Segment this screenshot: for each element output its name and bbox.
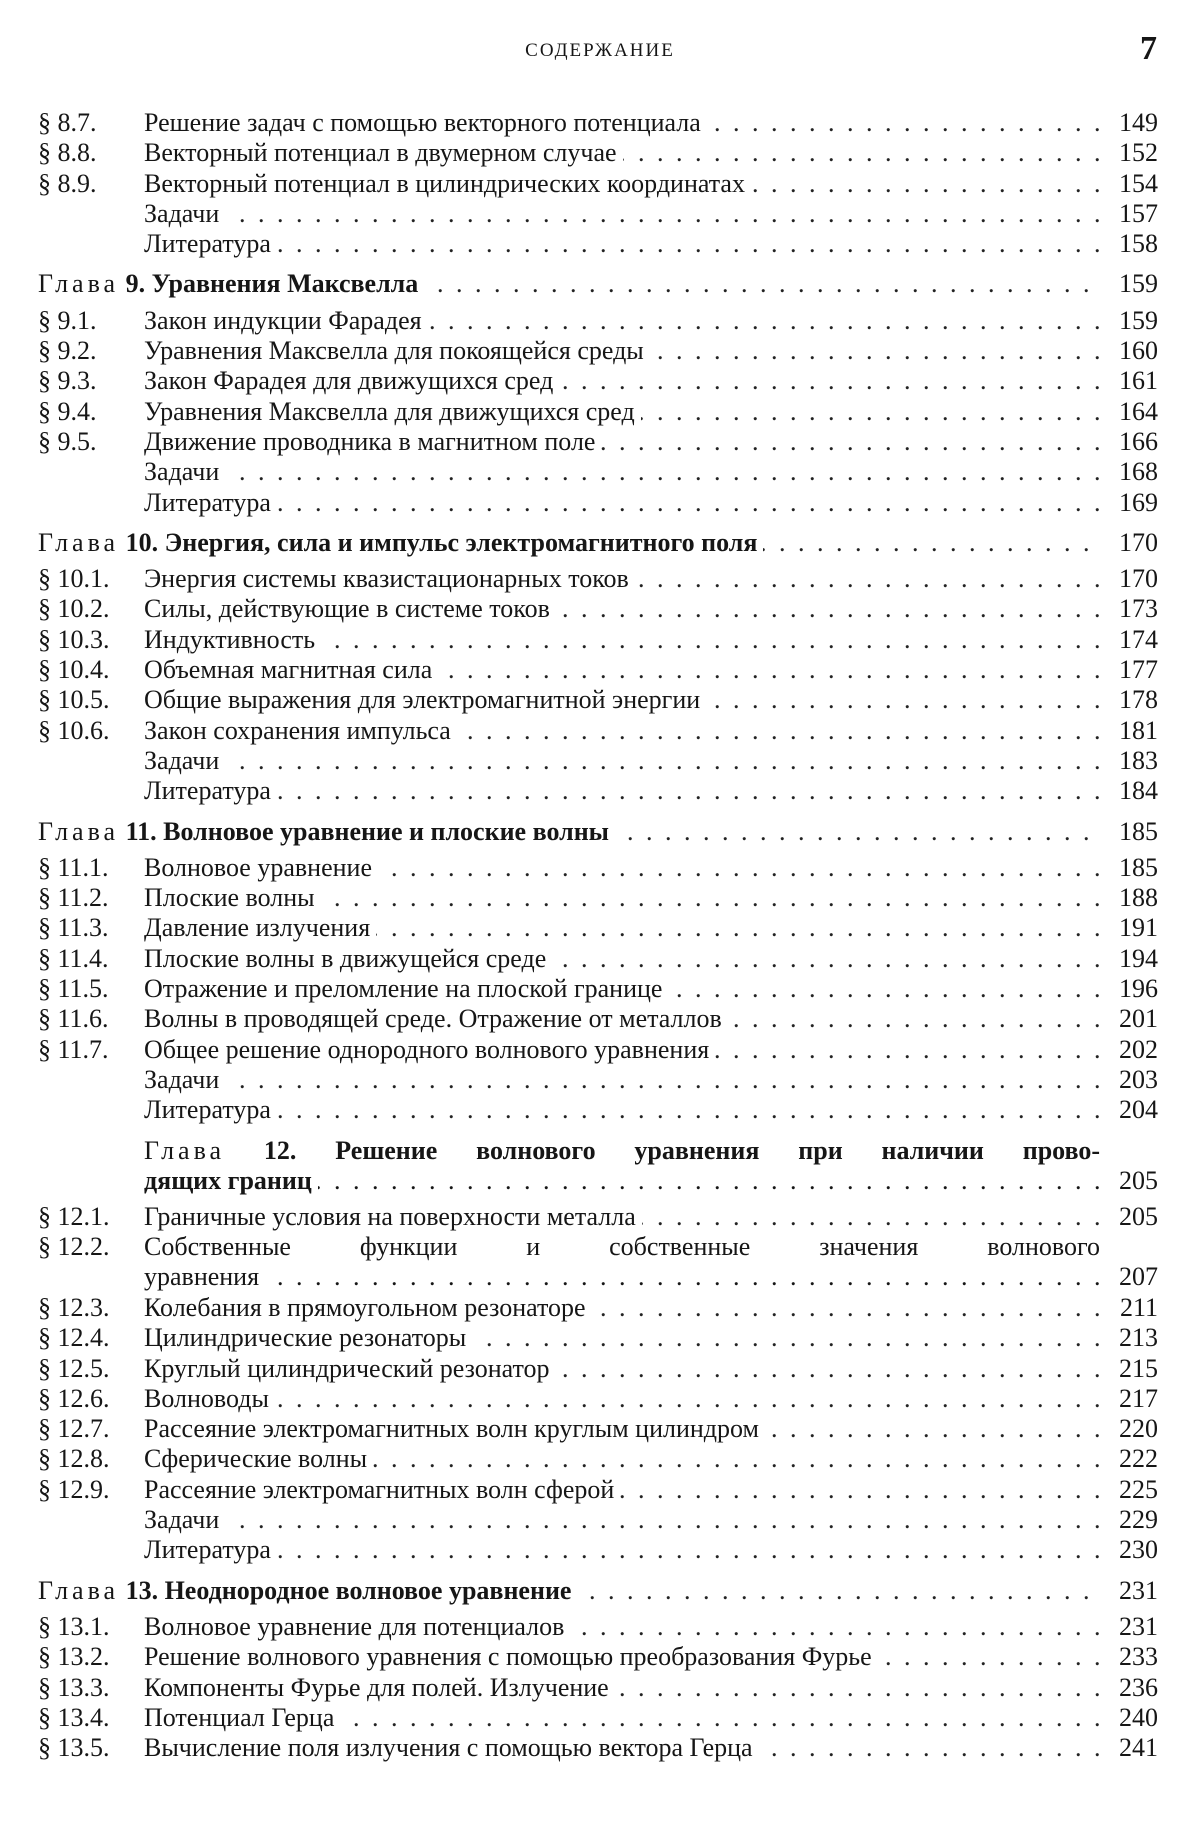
entry-title: Уравнения Максвелла для покоящейся среды . . . — [144, 336, 1100, 366]
toc-entry — [38, 1612, 1158, 1642]
entry-title: Давление излучения . . . — [144, 913, 1100, 943]
chapter-title-line2: дящих границ . . . — [144, 1166, 1100, 1196]
page-ref: 233 — [1119, 1642, 1158, 1672]
entry-title: Общие выражения для электромагнитной энергии . . . — [144, 685, 1100, 715]
chapter-number: 12. — [263, 1135, 297, 1165]
page-ref: 201 — [1119, 1004, 1158, 1034]
toc-entry — [38, 1065, 1158, 1095]
entry-title: Объемная магнитная сила . . . — [144, 655, 1100, 685]
entry-title: Круглый цилиндрический резонатор . . . — [144, 1354, 1100, 1384]
chapter-name: Решение волнового уравнения при наличии прово- — [335, 1135, 1101, 1165]
entry-title: Сферические волны . . . — [144, 1444, 1100, 1474]
section-number: § 11.7. — [38, 1034, 109, 1064]
page-ref: 157 — [1119, 198, 1158, 228]
toc-entry — [38, 366, 1158, 396]
toc-entry — [38, 397, 1158, 427]
section-number: § 9.3. — [38, 366, 97, 396]
page-ref: 160 — [1119, 336, 1158, 366]
entry-title: Векторный потенциал в цилиндрических координатах . . . — [144, 169, 1100, 199]
section-number: § 10.3. — [38, 624, 110, 654]
toc-entry — [38, 1035, 1158, 1065]
section-number: § 13.3. — [38, 1672, 110, 1702]
chapter-number: 11. — [125, 816, 157, 846]
toc-entry — [38, 457, 1158, 487]
entry-title: Решение задач с помощью векторного потенциала . . . — [144, 108, 1100, 138]
toc-entry — [38, 1202, 1158, 1232]
section-number: § 10.2. — [38, 594, 110, 624]
toc-entry — [38, 1733, 1158, 1763]
section-number: § 10.1. — [38, 564, 110, 594]
section-number: § 13.4. — [38, 1702, 110, 1732]
page-ref: 222 — [1119, 1444, 1158, 1474]
toc-entry — [38, 138, 1158, 168]
page-ref: 240 — [1119, 1702, 1158, 1732]
chapter-number: 9. — [125, 269, 146, 299]
page-ref: 196 — [1119, 974, 1158, 1004]
entry-title: Волновое уравнение . . . — [144, 853, 1100, 883]
page-ref: 185 — [1119, 816, 1158, 846]
toc-entry — [38, 944, 1158, 974]
toc-entry — [38, 1004, 1158, 1034]
entry-title: Энергия системы квазистационарных токов . . . — [144, 564, 1100, 594]
entry-title: Граничные условия на поверхности металла . . . — [144, 1202, 1100, 1232]
page-ref: 152 — [1119, 138, 1158, 168]
toc-entry — [38, 108, 1158, 138]
page-ref: 231 — [1119, 1575, 1158, 1605]
entry-title: Решение волнового уравнения с помощью преобразования Фурье . . . — [144, 1642, 1100, 1672]
toc-entry — [38, 1232, 1158, 1293]
chapter-name: Волновое уравнение и плоские волны — [163, 816, 609, 846]
entry-title: Вычисление поля излучения с помощью вектора Герца . . . — [144, 1733, 1100, 1763]
entry-title: Рассеяние электромагнитных волн сферой . . . — [144, 1475, 1100, 1505]
entry-title: Цилиндрические резонаторы . . . — [144, 1323, 1100, 1353]
toc-entry — [38, 1535, 1158, 1565]
section-number: § 12.4. — [38, 1323, 110, 1353]
page-ref: 149 — [1119, 108, 1158, 137]
chapter-heading — [38, 528, 1158, 558]
chapter-label: Глава — [38, 269, 120, 299]
section-number: § 12.8. — [38, 1444, 110, 1474]
section-number: § 13.2. — [38, 1642, 110, 1672]
page-ref: 217 — [1119, 1383, 1158, 1413]
page-ref: 231 — [1119, 1611, 1158, 1641]
entry-title: Волноводы . . . — [144, 1384, 1100, 1414]
page-ref: 213 — [1119, 1323, 1158, 1353]
page-ref: 236 — [1119, 1672, 1158, 1702]
section-number: § 9.4. — [38, 396, 97, 426]
toc-entry — [38, 1414, 1158, 1444]
section-number: § 10.4. — [38, 655, 110, 685]
entry-title: Компоненты Фурье для полей. Излучение . . . — [144, 1673, 1100, 1703]
chapter-name: Неоднородное волновое уравнение — [164, 1575, 572, 1605]
entry-title: Общее решение однородного волнового уравнения . . . — [144, 1035, 1100, 1065]
toc-entry — [38, 685, 1158, 715]
section-number: § 12.7. — [38, 1414, 110, 1444]
chapter-label: Глава — [38, 816, 120, 846]
page-ref: 174 — [1119, 624, 1158, 654]
page-ref: 154 — [1119, 168, 1158, 198]
page-ref: 158 — [1119, 229, 1158, 259]
entry-title: Закон сохранения импульса . . . — [144, 716, 1100, 746]
page-ref: 220 — [1119, 1414, 1158, 1444]
entry-title: Отражение и преломление на плоской границе . . . — [144, 974, 1100, 1004]
page-ref: 185 — [1119, 852, 1158, 882]
toc-entry — [38, 1505, 1158, 1535]
chapter-title — [38, 528, 1100, 558]
entry-title: Литература . . . — [144, 776, 1100, 806]
entry-title: Закон индукции Фарадея . . . — [144, 306, 1100, 336]
page-ref: 178 — [1119, 685, 1158, 715]
section-number: § 8.9. — [38, 168, 97, 198]
page-ref: 177 — [1119, 655, 1158, 685]
toc-entry — [38, 1444, 1158, 1474]
entry-title: Задачи . . . — [144, 746, 1100, 776]
page-ref: 159 — [1119, 305, 1158, 335]
chapter-title — [38, 1576, 1100, 1606]
entry-title: Задачи . . . — [144, 199, 1100, 229]
toc-entry — [38, 853, 1158, 883]
entry-title: Литература . . . — [144, 1535, 1100, 1565]
chapter-title — [38, 817, 1100, 847]
section-number: § 9.5. — [38, 426, 97, 456]
toc-entry — [38, 1384, 1158, 1414]
chapter-label: Глава — [38, 527, 120, 557]
page-ref: 159 — [1119, 269, 1158, 299]
page-ref: 173 — [1119, 594, 1158, 624]
chapter-heading — [38, 1136, 1158, 1197]
page-ref: 183 — [1119, 745, 1158, 775]
page-ref: 202 — [1119, 1034, 1158, 1064]
section-number: § 13.1. — [38, 1611, 110, 1641]
section-number: § 8.8. — [38, 138, 97, 168]
section-number: § 11.3. — [38, 913, 109, 943]
entry-title: Силы, действующие в системе токов . . . — [144, 594, 1100, 624]
section-number: § 12.6. — [38, 1383, 110, 1413]
entry-title: Индуктивность . . . — [144, 625, 1100, 655]
page-ref: 230 — [1119, 1535, 1158, 1565]
entry-title: Закон Фарадея для движущихся сред . . . — [144, 366, 1100, 396]
chapter-label: Глава — [144, 1135, 226, 1165]
section-number: § 10.5. — [38, 685, 110, 715]
page-ref: 164 — [1119, 396, 1158, 426]
toc-entry — [38, 336, 1158, 366]
section-number: § 12.3. — [38, 1292, 110, 1322]
page-ref: 194 — [1119, 943, 1158, 973]
entry-title: Потенциал Герца . . . — [144, 1703, 1100, 1733]
section-number: § 13.5. — [38, 1733, 110, 1763]
page-ref: 241 — [1119, 1733, 1158, 1763]
toc-entry — [38, 1354, 1158, 1384]
page-ref: 188 — [1119, 883, 1158, 913]
toc-entry — [38, 883, 1158, 913]
chapter-number: 10. — [125, 527, 159, 557]
toc-entry — [38, 1703, 1158, 1733]
entry-title: Колебания в прямоугольном резонаторе . . . — [144, 1293, 1100, 1323]
section-number: § 12.1. — [38, 1202, 110, 1232]
toc-entry — [38, 776, 1158, 806]
entry-title: Литература . . . — [144, 229, 1100, 259]
page-ref: 229 — [1119, 1505, 1158, 1535]
toc-entry — [38, 488, 1158, 518]
page-ref: 170 — [1119, 527, 1158, 557]
toc-entry — [38, 1475, 1158, 1505]
section-number: § 11.5. — [38, 974, 109, 1004]
page-ref: 211 — [1119, 1292, 1158, 1322]
toc-entry — [38, 199, 1158, 229]
toc-entry — [38, 716, 1158, 746]
entry-title: Задачи . . . — [144, 1505, 1100, 1535]
toc-entry — [38, 306, 1158, 336]
chapter-heading — [38, 817, 1158, 847]
toc-entry — [38, 427, 1158, 457]
running-title: СОДЕРЖАНИЕ — [525, 40, 675, 61]
page-ref: 225 — [1119, 1474, 1158, 1504]
toc-entry — [38, 1323, 1158, 1353]
entry-title: Векторный потенциал в двумерном случае . . . — [144, 138, 1100, 168]
page-ref: 191 — [1119, 913, 1158, 943]
entry-title: Плоские волны в движущейся среде . . . — [144, 944, 1100, 974]
page-ref: 168 — [1119, 457, 1158, 487]
chapter-heading — [38, 269, 1158, 299]
toc-entry — [38, 564, 1158, 594]
page-ref: 166 — [1119, 426, 1158, 456]
page-ref: 215 — [1119, 1353, 1158, 1383]
chapter-title — [38, 269, 1100, 299]
page-ref: 205 — [1119, 1165, 1158, 1195]
section-number: § 11.2. — [38, 883, 109, 913]
toc-entry — [38, 1095, 1158, 1125]
section-number: § 11.1. — [38, 852, 109, 882]
section-number: § 9.2. — [38, 336, 97, 366]
section-number: § 12.2. — [38, 1232, 110, 1262]
toc-entry — [38, 913, 1158, 943]
section-number: § 11.6. — [38, 1004, 109, 1034]
chapter-name: Энергия, сила и импульс электромагнитного поля — [164, 527, 758, 557]
entry-title-line1: Собственные функции и собственные значения волнового — [144, 1232, 1100, 1262]
section-number: § 11.4. — [38, 943, 109, 973]
section-number: § 8.7. — [38, 108, 97, 137]
toc-entry — [38, 594, 1158, 624]
toc-entry — [38, 1293, 1158, 1323]
page-number: 7 — [1140, 30, 1157, 67]
entry-title: Задачи . . . — [144, 457, 1100, 487]
toc-entry — [38, 974, 1158, 1004]
section-number: § 12.5. — [38, 1353, 110, 1383]
entry-title: Литература . . . — [144, 488, 1100, 518]
toc-entry — [38, 229, 1158, 259]
toc-entry — [38, 746, 1158, 776]
chapter-name: Уравнения Максвелла — [151, 269, 419, 299]
entry-title-line2: уравнения . . . — [144, 1262, 1100, 1292]
chapter-number: 13. — [125, 1575, 159, 1605]
entry-title: Волны в проводящей среде. Отражение от металлов . . . — [144, 1004, 1100, 1034]
entry-title: Уравнения Максвелла для движущихся сред . . . — [144, 397, 1100, 427]
page-ref: 205 — [1119, 1202, 1158, 1232]
page-ref: 170 — [1119, 564, 1158, 594]
page-ref: 169 — [1119, 487, 1158, 517]
section-number: § 12.9. — [38, 1474, 110, 1504]
toc-entry — [38, 625, 1158, 655]
page-ref: 204 — [1119, 1095, 1158, 1125]
page-ref: 161 — [1119, 366, 1158, 396]
page-ref: 203 — [1119, 1064, 1158, 1094]
entry-title: Волновое уравнение для потенциалов . . . — [144, 1612, 1100, 1642]
toc-entry — [38, 655, 1158, 685]
toc-entry — [38, 169, 1158, 199]
chapter-title-line1 — [144, 1136, 1100, 1166]
toc-entry — [38, 1642, 1158, 1672]
section-number: § 10.6. — [38, 715, 110, 745]
entry-title: Плоские волны . . . — [144, 883, 1100, 913]
chapter-label: Глава — [38, 1575, 120, 1605]
entry-title: Литература . . . — [144, 1095, 1100, 1125]
page-ref: 181 — [1119, 715, 1158, 745]
page-ref: 184 — [1119, 776, 1158, 806]
page-ref: 207 — [1119, 1262, 1158, 1292]
toc-entry — [38, 1673, 1158, 1703]
entry-title: Рассеяние электромагнитных волн круглым цилиндром . . . — [144, 1414, 1100, 1444]
chapter-heading — [38, 1576, 1158, 1606]
entry-title: Движение проводника в магнитном поле . . . — [144, 427, 1100, 457]
section-number: § 9.1. — [38, 305, 97, 335]
table-of-contents — [38, 108, 1158, 1763]
entry-title: Задачи . . . — [144, 1065, 1100, 1095]
